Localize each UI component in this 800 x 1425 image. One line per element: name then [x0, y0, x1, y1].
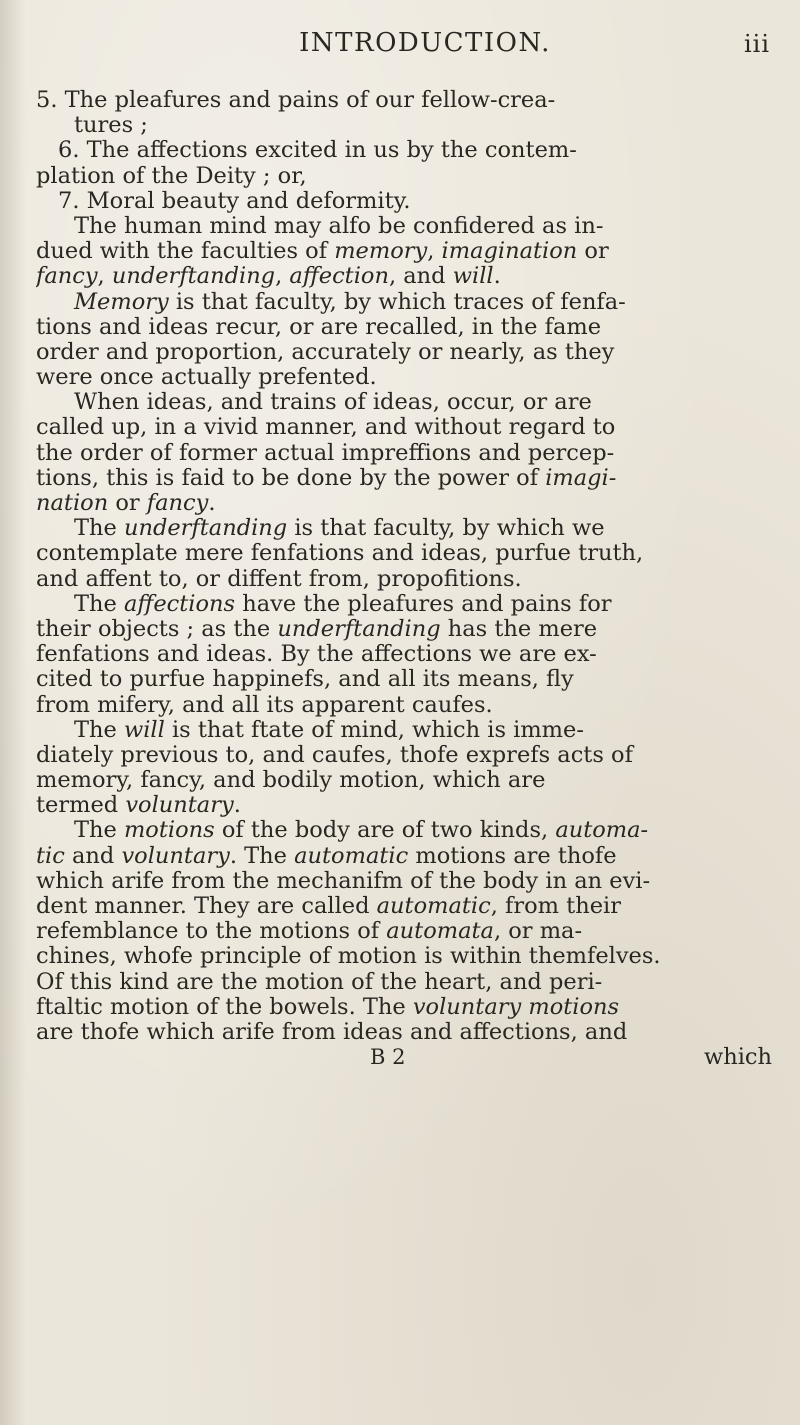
- page-gutter-shadow: [0, 0, 26, 1425]
- text-run: .: [493, 264, 501, 290]
- body-text: [36, 88, 772, 1070]
- text-run: The: [74, 516, 124, 542]
- text-line: [36, 567, 772, 592]
- italic-term: fancy: [146, 491, 209, 516]
- italic-term: motions: [123, 818, 215, 844]
- text-run: refemblance to the motions of: [36, 919, 387, 945]
- text-line: [36, 844, 772, 869]
- text-run: order and proportion, accurately or nearly, as they: [36, 339, 615, 365]
- text-run: chines, whofe principle of motion is within themfelves.: [36, 944, 661, 970]
- text-line: [36, 315, 772, 340]
- catchword: which: [703, 1044, 772, 1071]
- text-line: [36, 995, 772, 1020]
- text-run: and affent to, or diffent from, propofitions.: [36, 566, 522, 592]
- text-line: [36, 189, 772, 214]
- italic-term: will: [123, 717, 165, 743]
- italic-term: underftanding: [111, 264, 276, 290]
- italic-term: memory: [334, 239, 428, 265]
- text-run: plation of the Deity ; or,: [36, 163, 307, 189]
- text-line: [36, 264, 772, 289]
- italic-term: will: [452, 264, 494, 290]
- text-line: [36, 491, 772, 516]
- text-line: [36, 541, 772, 566]
- italic-term: voluntary motions: [412, 994, 620, 1020]
- text-run: diately previous to, and caufes, thofe exprefs acts of: [36, 742, 633, 768]
- page-number: iii: [743, 30, 770, 58]
- text-line: [36, 214, 772, 239]
- text-line: [36, 869, 772, 894]
- text-run: tions, this is faid to be done by the power of: [36, 465, 546, 491]
- text-line: [36, 113, 772, 138]
- italic-term: voluntary: [125, 793, 234, 819]
- text-run: dent manner. They are called: [36, 894, 377, 919]
- text-run: called up, in a vivid manner, and without regard to: [36, 415, 616, 441]
- text-line: [36, 768, 772, 793]
- text-line: [36, 239, 772, 264]
- italic-term: voluntary: [121, 843, 230, 869]
- text-run: 5. The pleafures and pains of our fellow-crea-: [36, 88, 556, 113]
- italic-term: imagination: [441, 239, 578, 265]
- text-run: , and: [388, 264, 453, 290]
- text-line: [36, 693, 772, 718]
- text-run: Of this kind are the motion of the heart, and peri-: [36, 969, 603, 995]
- text-run: .: [233, 793, 241, 819]
- italic-term: automata: [386, 919, 494, 945]
- text-run: which arife from the mechanifm of the body in an evi-: [36, 868, 651, 894]
- text-line: [36, 390, 772, 415]
- text-run: ,: [275, 264, 290, 290]
- text-run: have the pleafures and pains for: [235, 591, 612, 617]
- text-run: , from their: [490, 894, 621, 919]
- text-line: [36, 743, 772, 768]
- text-run: is that faculty, by which traces of fenfa-: [168, 289, 626, 315]
- text-run: The: [74, 717, 124, 743]
- italic-term: fancy: [36, 264, 98, 290]
- text-line: [36, 516, 772, 541]
- text-line: [36, 365, 772, 390]
- text-line: [36, 642, 772, 667]
- text-run: is that faculty, by which we: [287, 516, 605, 542]
- text-run: the order of former actual impreffions and percep-: [36, 440, 615, 466]
- text-run: of the body are of two kinds,: [214, 818, 556, 844]
- text-line: [36, 138, 772, 163]
- text-run: tions and ideas recur, or are recalled, in the fame: [36, 314, 602, 340]
- text-run: cited to purfue happinefs, and all its means, fly: [36, 667, 574, 693]
- text-run: The human mind may alfo be confidered as in-: [74, 213, 604, 239]
- text-run: are thofe which arife from ideas and affections, and: [36, 1019, 628, 1045]
- text-line: [36, 944, 772, 969]
- text-run: and: [64, 843, 122, 869]
- text-line: [36, 340, 772, 365]
- running-head: [80, 28, 770, 68]
- text-run: has the mere: [440, 616, 598, 642]
- text-line: [36, 88, 772, 113]
- text-run: The: [74, 818, 124, 844]
- signature-mark: B 2: [370, 1045, 406, 1070]
- text-line: [36, 415, 772, 440]
- text-run: ,: [97, 264, 112, 290]
- italic-term: automatic: [376, 894, 491, 919]
- text-line: [36, 164, 772, 189]
- text-line: [36, 466, 772, 491]
- text-run: dued with the faculties of: [36, 239, 335, 265]
- italic-term: automa-: [555, 818, 649, 844]
- text-line: [36, 1020, 772, 1045]
- text-line: [36, 718, 772, 743]
- text-run: . The: [229, 843, 295, 869]
- running-head-title: INTRODUCTION.: [299, 28, 551, 58]
- text-line: [36, 290, 772, 315]
- text-run: is that ftate of mind, which is imme-: [164, 717, 584, 743]
- text-run: , or ma-: [493, 919, 583, 945]
- italic-term: imagi-: [545, 465, 617, 491]
- text-run: their objects ; as the: [36, 616, 278, 642]
- text-run: .: [208, 491, 216, 516]
- text-line: [36, 818, 772, 843]
- italic-term: affection: [289, 264, 389, 290]
- text-run: ftaltic motion of the bowels. The: [36, 994, 413, 1020]
- text-run: 7. Moral beauty and deformity.: [58, 188, 411, 214]
- italic-term: Memory: [74, 289, 169, 315]
- page-footer: [36, 1045, 772, 1070]
- text-line: [36, 617, 772, 642]
- text-line: [36, 894, 772, 919]
- text-run: or: [577, 239, 609, 265]
- italic-term: nation: [36, 491, 109, 516]
- text-run: fenfations and ideas. By the affections we are ex-: [36, 642, 597, 668]
- text-line: [36, 793, 772, 818]
- text-run: 6. The affections excited in us by the contem-: [58, 138, 577, 164]
- text-line: [36, 667, 772, 692]
- text-line: [36, 592, 772, 617]
- text-line: [36, 919, 772, 944]
- italic-term: tic: [36, 843, 65, 869]
- text-run: were once actually prefented.: [36, 365, 377, 391]
- italic-term: automatic: [294, 843, 409, 869]
- text-line: [36, 970, 772, 995]
- text-run: ,: [427, 239, 442, 265]
- text-run: or: [108, 491, 147, 516]
- italic-term: underftanding: [123, 516, 288, 542]
- text-run: motions are thofe: [408, 843, 617, 869]
- text-run: termed: [36, 793, 126, 819]
- text-run: tures ;: [74, 113, 148, 139]
- text-run: contemplate mere fenfations and ideas, purfue truth,: [36, 541, 644, 567]
- italic-term: underftanding: [277, 616, 441, 642]
- text-run: from mifery, and all its apparent caufes.: [36, 692, 493, 718]
- text-run: memory, fancy, and bodily motion, which are: [36, 768, 546, 794]
- text-line: [36, 441, 772, 466]
- text-run: When ideas, and trains of ideas, occur, or are: [74, 390, 592, 416]
- italic-term: affections: [123, 591, 236, 617]
- text-run: The: [74, 591, 124, 617]
